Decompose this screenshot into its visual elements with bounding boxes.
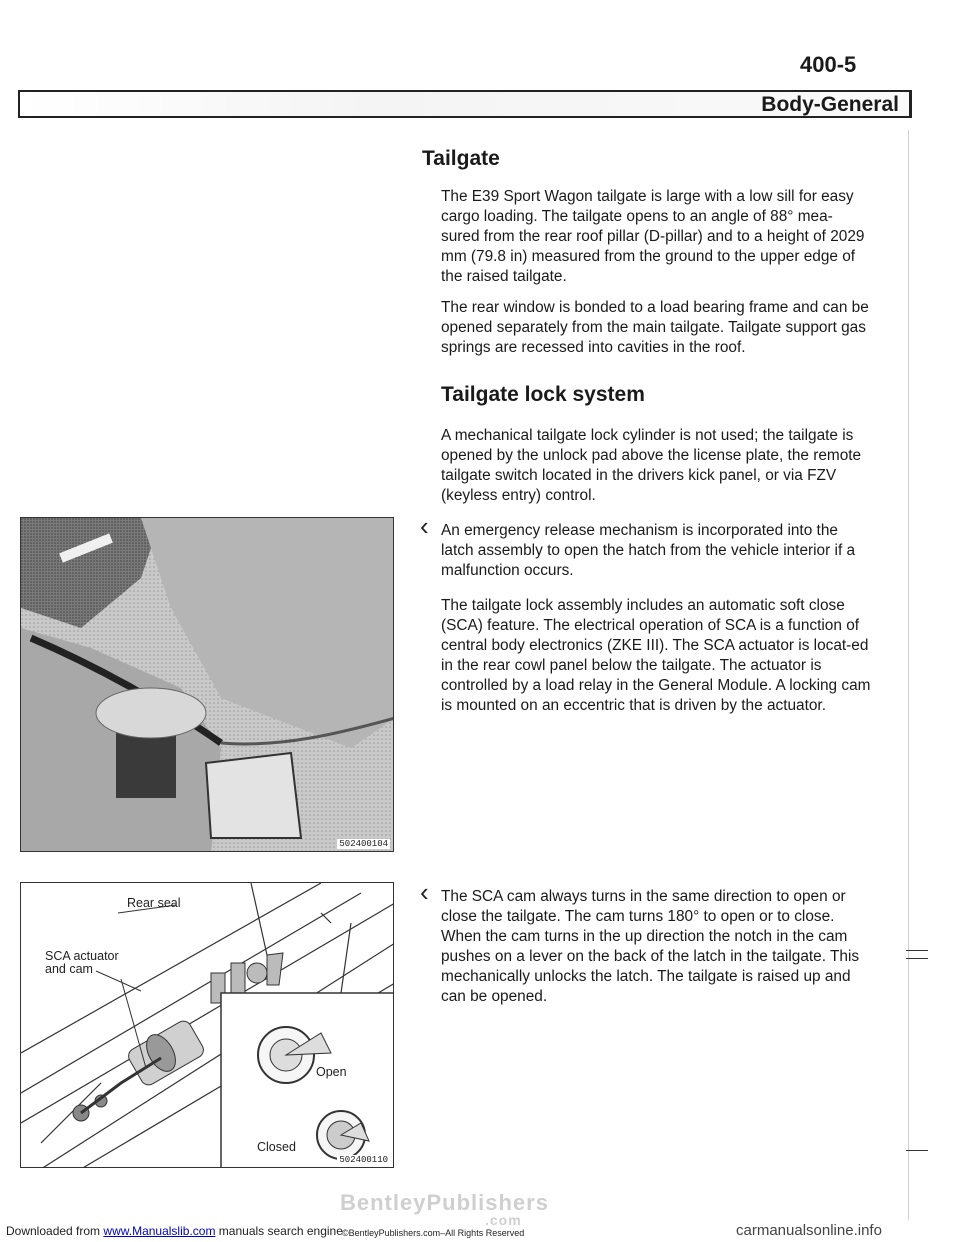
callout-rear-seal: Rear seal: [127, 896, 181, 910]
pointer-arrow-icon: ‹: [420, 877, 429, 907]
manualslib-link[interactable]: www.Manualslib.com: [103, 1224, 216, 1238]
figure-id-label: 502400110: [339, 1155, 388, 1165]
footer-search-text: manuals search engine: [218, 1224, 343, 1238]
margin-tick: [906, 950, 928, 951]
section-header-bar: [18, 90, 912, 118]
callout-sca-actuator: SCA actuator: [45, 949, 119, 963]
footer-downloaded-from: Downloaded from: [6, 1224, 101, 1238]
watermark-subtext: .com: [485, 1212, 522, 1228]
emergency-release-photo: [20, 517, 394, 852]
margin-rule: [908, 130, 909, 1220]
sca-cam-diagram: [20, 882, 394, 1168]
callout-and-cam: and cam: [45, 962, 93, 976]
heading-tailgate: Tailgate: [422, 147, 500, 170]
emergency-release-illustration: [21, 518, 394, 852]
paragraph-tailgate-1: The E39 Sport Wagon tailgate is large with a low sill for easy cargo loading. The tailgate opens to an angle of 88° mea-sured from the rear roof pillar (D-pillar) and to a height of 2029 mm (79.8 in) measured from the ground to the upper edge of the raised tailgate.: [441, 188, 865, 285]
heading-tailgate-lock-system: Tailgate lock system: [441, 383, 645, 406]
paragraph-lock-3: The tailgate lock assembly includes an automatic soft close (SCA) feature. The electrical operation of SCA is a function of central body electronics (ZKE III). The SCA actuator is locat-ed in the rear cowl panel below the tailgate. The actuator is controlled by a load relay in the General Module. A locking cam is mounted on an eccentric that is driven by the actuator.: [441, 597, 871, 714]
paragraph-lock-1: A mechanical tailgate lock cylinder is not used; the tailgate is opened by the unlock pad above the license plate, the remote tailgate switch located in the drivers kick panel, or via FZV (keyless entry) control.: [441, 427, 862, 504]
paragraph-lock-2: An emergency release mechanism is incorporated into the latch assembly to open the hatch from the vehicle interior if a malfunction occurs.: [441, 522, 856, 579]
footer-right-watermark: carmanualsonline.info: [736, 1222, 882, 1239]
sca-cam-illustration: [21, 883, 394, 1168]
paragraph-lock-4: The SCA cam always turns in the same direction to open or close the tailgate. The cam turns 180° to open or to close. When the cam turns in the up direction the notch in the cam pushes on a lever on the back of the latch in the tailgate. This mechanically unlocks the latch. The tailgate is raised up and can be opened.: [441, 888, 860, 1005]
footer-copyright: ©BentleyPublishers.com–All Rights Reserved: [342, 1228, 525, 1238]
paragraph-tailgate-2: The rear window is bonded to a load bearing frame and can be opened separately from the main tailgate. Tailgate support gas springs are recessed into cavities in the roof.: [441, 299, 869, 356]
figure-id-label: 502400104: [339, 839, 388, 849]
page-number: 400-5: [800, 52, 857, 77]
watermark-text: BentleyPublishers: [340, 1190, 549, 1215]
callout-closed: Closed: [257, 1140, 296, 1154]
margin-tick: [906, 958, 928, 959]
section-title-header: Body-General: [761, 93, 899, 116]
margin-tick: [906, 1150, 928, 1151]
footer-download-line: [6, 1224, 343, 1238]
callout-open: Open: [316, 1065, 347, 1079]
pointer-arrow-icon: ‹: [420, 511, 429, 541]
